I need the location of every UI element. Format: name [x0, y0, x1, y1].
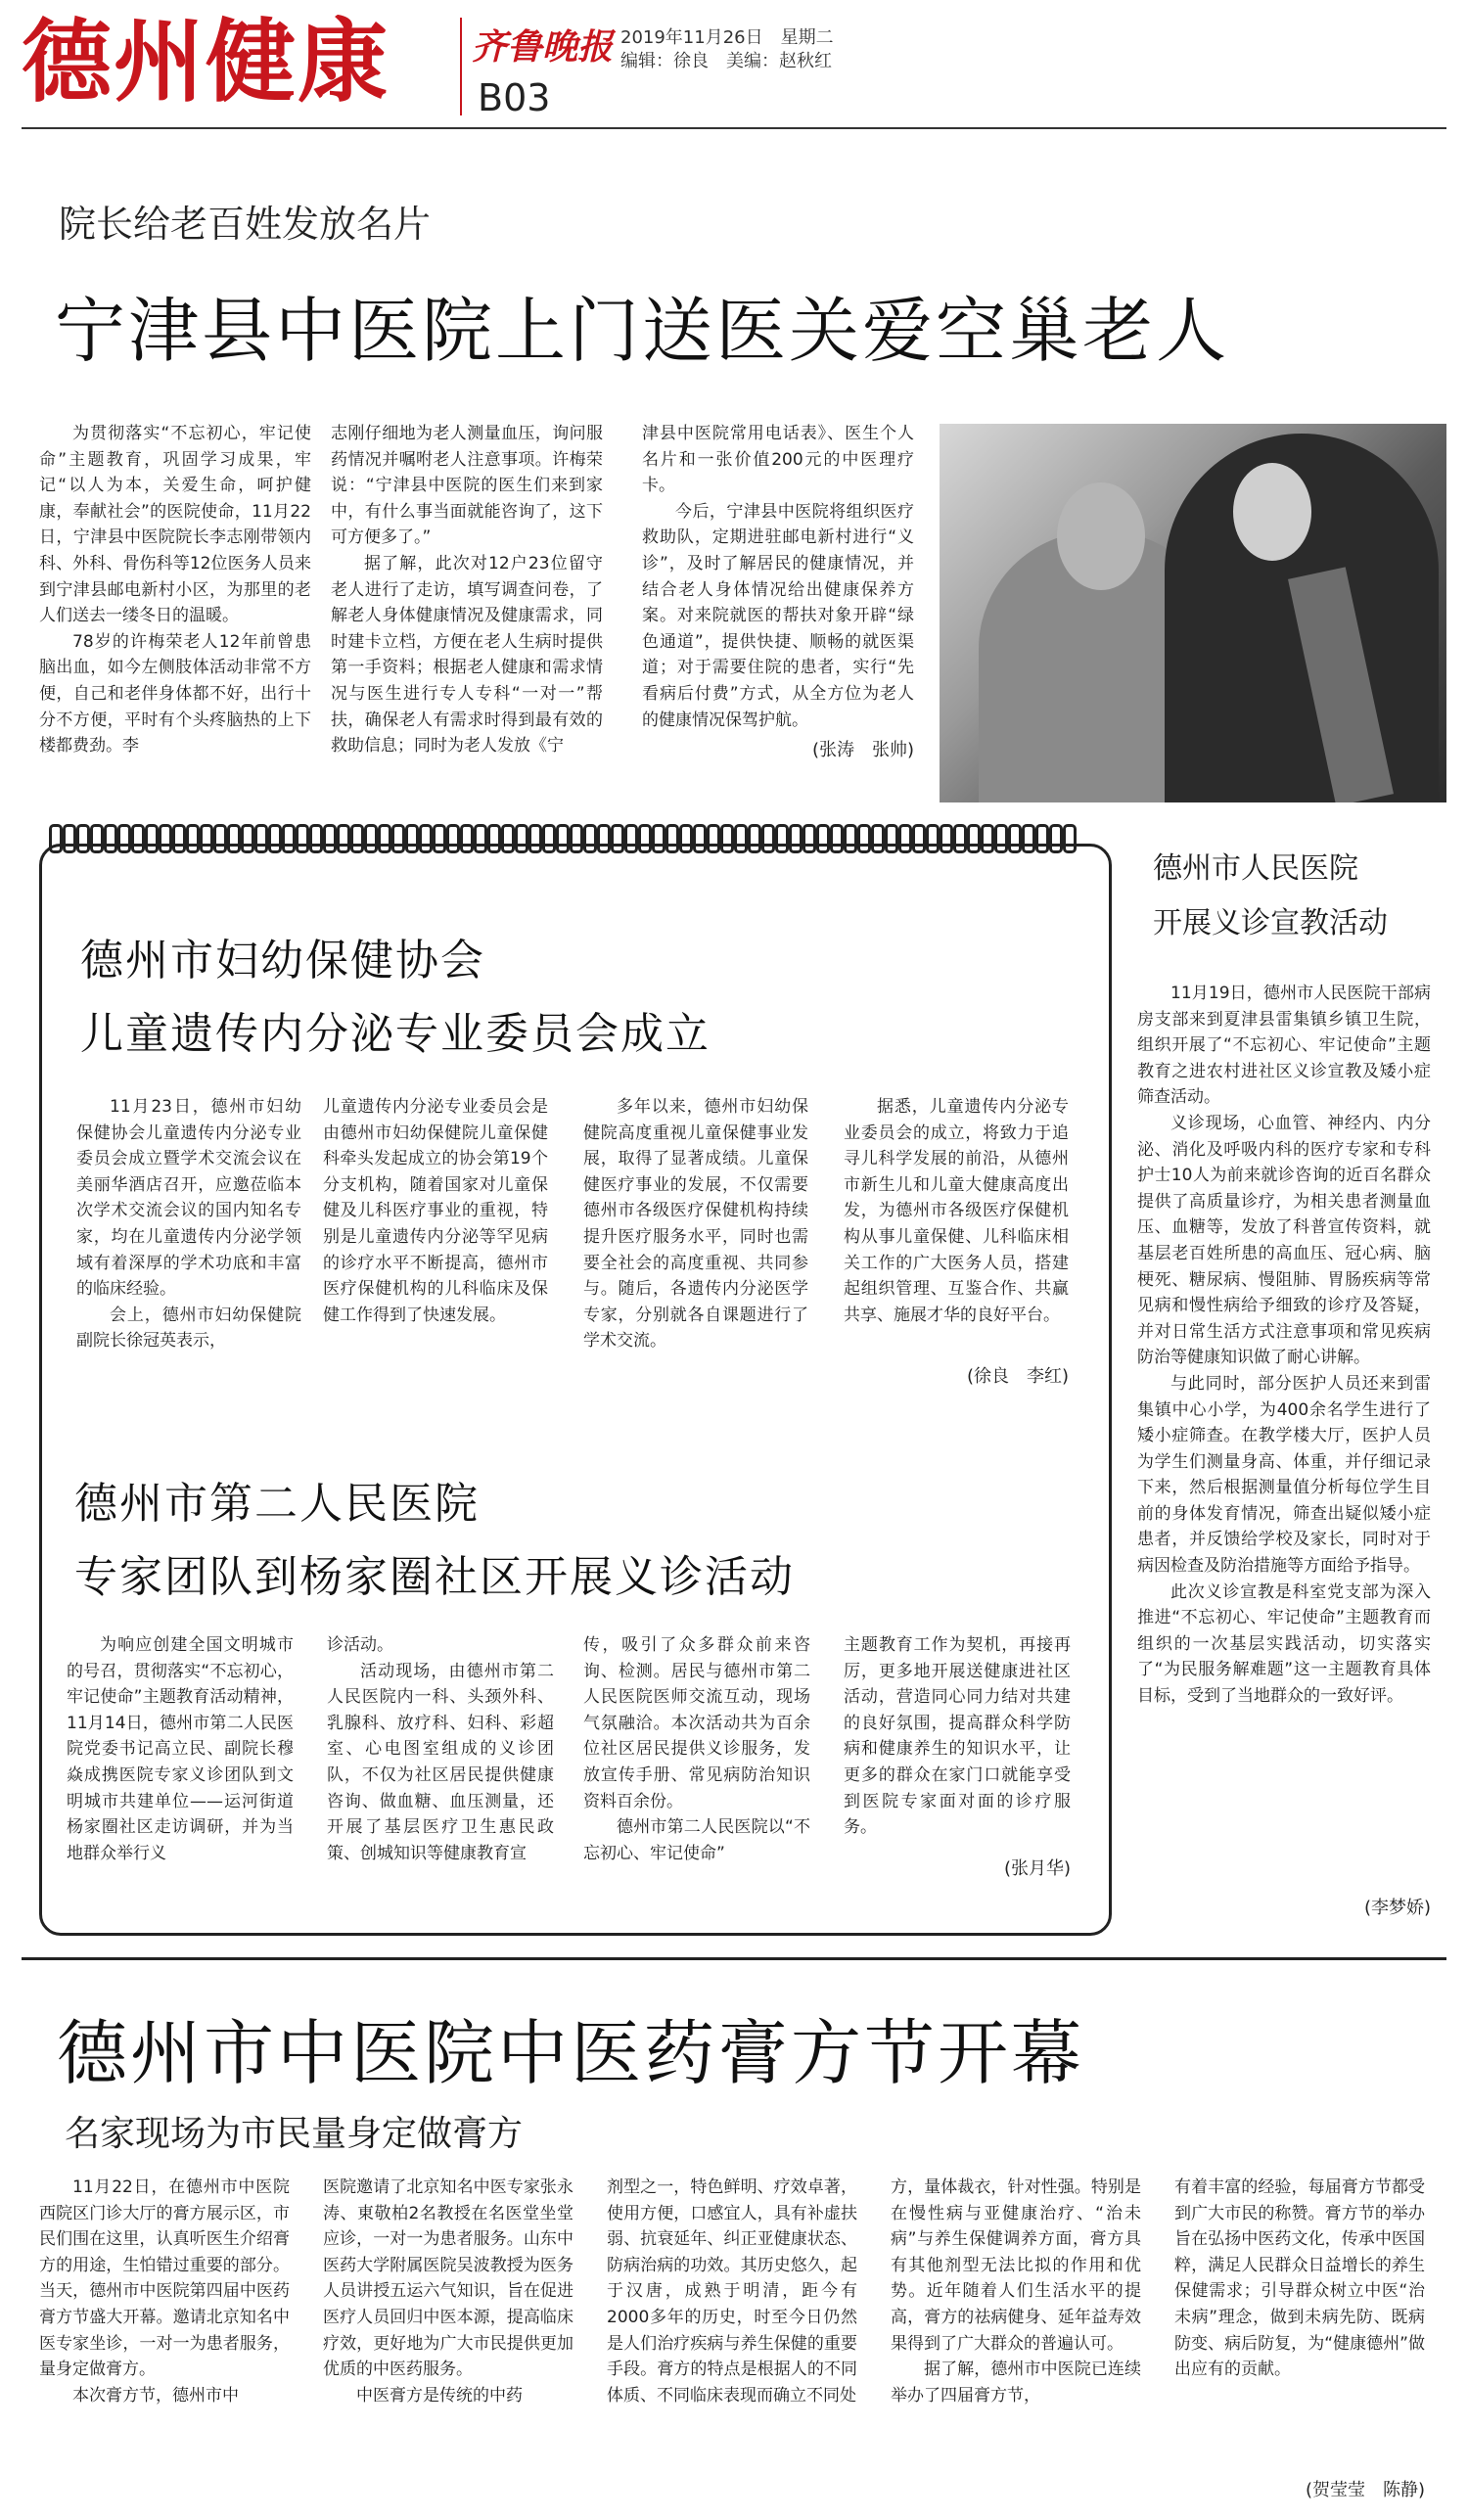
paragraph: 传，吸引了众多群众前来咨询、检测。居民与德州市第二人民医院医师交流互动，现场气氛融洽。本次活动共为百余位社区居民提供义诊服务，发放宣传手册、常见病防治知识资料百余份。 [583, 1635, 810, 1811]
paragraph: 医院邀请了北京知名中医专家张永涛、東敬柏2名教授在名医堂坐堂应诊，一对一为患者服务。山东中医药大学附属医院吴波教授为医务人员讲授五运六气知识，旨在促进医疗人员回归中医本源，提高临床疗效，更好地为广大市民提供更加优质的中医药服务。 [323, 2177, 573, 2380]
page-number: B03 [478, 76, 551, 119]
paragraph: 津县中医院常用电话表》、医生个人名片和一张价值200元的中医理疗卡。 [642, 424, 914, 496]
paragraph: 活动现场，由德州市第二人民医院内一科、头颈外科、乳腺科、放疗科、妇科、彩超室、心电图室组成的义诊团队，不仅为社区居民提供健康咨询、做血糖、血压测量，还开展了基层医疗卫生惠民政策、创城知识等健康教育宣 [327, 1661, 554, 1863]
article2-column-4 [844, 1094, 1069, 1328]
paragraph: 78岁的许梅荣老人12年前曾患脑出血，如今左侧肢体活动非常不方便，自己和老伴身体都不好，出行十分不方便，平时有个头疼脑热的上下楼都费劲。李 [39, 631, 311, 756]
paragraph: 多年以来，德州市妇幼保健院高度重视儿童保健事业发展，取得了显著成绩。儿童保健医疗事业的发展，不仅需要德州市各级医疗保健机构持续提升医疗服务水平，同时也需要全社会的高度重视、共同参与。随后，各遗传内分泌医学专家，分别就各自课题进行了学术交流。 [583, 1097, 808, 1352]
article1-title: 宁津县中医院上门送医关爱空巢老人 [55, 290, 1230, 372]
paragraph: 与此同时，部分医护人员还来到雷集镇中心小学，为400余名学生进行了矮小症筛查。在教学楼大厅，医护人员为学生们测量身高、体重，并仔细记录下来，然后根据测量值分析每位学生目前的身体发育情况，筛查出疑似矮小症患者，并反馈给学校及家长，同时对于病因检查及防治措施等方面给予指导。 [1137, 1373, 1431, 1577]
article5-column-2 [323, 2175, 573, 2408]
article2-title-line1: 德州市妇幼保健协会 [80, 936, 485, 985]
article1-column-1 [39, 421, 311, 759]
paragraph: 此次义诊宣教是科室党支部为深入推进“不忘初心、牢记使命”主题教育而组织的一次基层实践活动，切实落实了“为民服务解难题”这一主题教育具体目标，受到了当地群众的一致好评。 [1137, 1581, 1431, 1707]
article5-title: 德州市中医院中医药膏方节开幕 [57, 2012, 1085, 2094]
section-title: 德州健康 [22, 10, 390, 115]
article5-column-1 [39, 2175, 290, 2408]
paragraph: 义诊现场，心血管、神经内、内分泌、消化及呼吸内科的医疗专家和专科护士10人为前来就诊咨询的近百名群众提供了高质量诊疗，为相关患者测量血压、血糖等，发放了科普宣传资料，就基层老百姓所患的高血压、冠心病、脑梗死、糖尿病、慢阻肺、胃肠疾病等常见病和慢性病给予细致的诊疗及答疑，并对日常生活方式注意事项和常见疾病防治等健康知识做了耐心讲解。 [1137, 1113, 1431, 1368]
paragraph: 11月22日，在德州市中医院西院区门诊大厅的膏方展示区，市民们围在这里，认真听医生介绍膏方的用途，生怕错过重要的部分。当天，德州市中医院第四届中医药膏方节盛大开幕。邀请北京知名中医专家坐诊，一对一为患者服务，量身定做膏方。 [39, 2177, 290, 2380]
article1-byline: (张涛 张帅) [811, 740, 914, 760]
paragraph: 11月19日，德州市人民医院干部病房支部来到夏津县雷集镇乡镇卫生院，组织开展了“不忘初心、牢记使命”主题教育之进农村进社区义诊宣教及矮小症筛查活动。 [1137, 984, 1431, 1108]
newspaper-logo: 齐鲁晚报 [472, 26, 614, 68]
article2-column-3 [583, 1094, 808, 1354]
paragraph: 有着丰富的经验，每届膏方节都受到广大市民的称赞。膏方节的举办旨在弘扬中医药文化，传承中医国粹，满足人民群众日益增长的养生保健需求；引导群众树立中医“治未病”理念，做到未病先防、既病防变、病后防复，为“健康德州”做出应有的贡献。 [1174, 2177, 1425, 2380]
article5-column-5 [1174, 2175, 1425, 2383]
article3-column-3 [583, 1632, 810, 1866]
editors: 编辑：徐良 美编：赵秋红 [620, 51, 832, 71]
article3-byline: (张月华) [1003, 1858, 1071, 1879]
article5-column-4 [891, 2175, 1141, 2408]
paragraph: 会上，德州市妇幼保健院副院长徐冠英表示， [76, 1305, 301, 1352]
paragraph: 据了解，德州市中医院已连续举办了四届膏方节， [891, 2360, 1141, 2405]
article5-column-3 [607, 2175, 857, 2408]
article3-column-4 [844, 1632, 1071, 1841]
masthead-divider [460, 18, 462, 115]
section-rule [22, 1957, 1446, 1960]
article2-byline: (徐良 李红) [966, 1366, 1069, 1387]
article1-kicker: 院长给老百姓发放名片 [59, 203, 432, 246]
article3-column-1 [67, 1632, 294, 1866]
article4-title-line1: 德州市人民医院 [1153, 851, 1358, 886]
paragraph: 为响应创建全国文明城市的号召，贯彻落实“不忘初心，牢记使命”主题教育活动精神，11月14日，德州市第二人民医院党委书记高立民、副院长穆焱成携医院专家义诊团队到文明城市共建单位——运河街道杨家圈社区走访调研，并为当地群众举行义 [67, 1635, 294, 1863]
paragraph: 据了解，此次对12户23位留守老人进行了走访，填写调查问卷，了解老人身体健康情况及健康需求，同时建卡立档，方便在老人生病时提供第一手资料；根据老人健康和需求情况与医生进行专人专科“一对一”帮扶，确保老人有需求时得到最有效的救助信息；同时为老人发放《宁 [331, 553, 603, 756]
article5-byline: (贺莹莹 陈静) [1305, 2480, 1425, 2500]
article1-column-3 [642, 421, 914, 733]
paragraph: 方，量体裁衣，针对性强。特别是在慢性病与亚健康治疗、“治未病”与养生保健调养方面，膏方具有其他剂型无法比拟的作用和优势。近年随着人们生活水平的提高，膏方的祛病健身、延年益寿效果得到了广大群众的普遍认可。 [891, 2177, 1141, 2354]
paragraph: 据悉，儿童遗传内分泌专业委员会的成立，将致力于追寻儿科学发展的前沿，从德州市新生儿和儿童大健康高度出发，为德州市各级医疗保健机构从事儿童保健、儿科临床相关工作的广大医务人员，搭建起组织管理、互鉴合作、共赢共享、施展才华的良好平台。 [844, 1097, 1069, 1325]
paragraph: 诊活动。 [327, 1635, 393, 1655]
paragraph: 11月23日，德州市妇幼保健协会儿童遗传内分泌专业委员会成立暨学术交流会议在美丽华酒店召开，应邀莅临本次学术交流会议的国内知名专家，均在儿童遗传内分泌学领域有着深厚的学术功底和丰富的临床经验。 [76, 1097, 301, 1300]
article2-title-line2: 儿童遗传内分泌专业委员会成立 [80, 1009, 711, 1059]
article2-column-1 [76, 1094, 301, 1354]
article4-title-line2: 开展义诊宣教活动 [1153, 906, 1388, 940]
paragraph: 为贯彻落实“不忘初心，牢记使命”主题教育，巩固学习成果，牢记“以人为本，关爱生命，呵护健康，奉献社会”的医院使命，11月22日，宁津县中医院院长李志刚带领内科、外科、骨伤科等12位医务人员来到宁津县邮电新村小区，为那里的老人们送去一缕冬日的温暖。 [39, 424, 311, 626]
article4-byline: (李梦娇) [1363, 1898, 1431, 1918]
masthead-rule [22, 127, 1446, 129]
paragraph: 主题教育工作为契机，再接再厉，更多地开展送健康进社区活动，营造同心同力结对共建的良好氛围，提高群众科学防病和健康养生的知识水平，让更多的群众在家门口就能享受到医院专家面对面的诊疗服务。 [844, 1635, 1071, 1838]
article1-photo [940, 424, 1446, 802]
article3-column-2 [327, 1632, 554, 1866]
article2-column-2 [323, 1094, 548, 1328]
issue-date: 2019年11月26日 星期二 [620, 27, 834, 48]
article4-column [1137, 981, 1431, 1710]
article3-title-line1: 德州市第二人民医院 [74, 1479, 480, 1529]
article1-column-2 [331, 421, 603, 759]
paragraph: 今后，宁津县中医院将组织医疗救助队，定期进驻邮电新村进行“义诊”，及时了解居民的健康情况，并结合老人身体情况给出健康保养方案。对来院就医的帮扶对象开辟“绿色通道”，提供快捷、顺畅的就医渠道；对于需要住院的患者，实行“先看病后付费”方式，从全方位为老人的健康情况保驾护航。 [642, 501, 914, 730]
paragraph: 中医膏方是传统的中药 [356, 2385, 523, 2405]
paragraph: 德州市第二人民医院以“不忘初心、牢记使命” [583, 1817, 810, 1863]
article5-subtitle: 名家现场为市民量身定做膏方 [65, 2114, 524, 2154]
paragraph: 儿童遗传内分泌专业委员会是由德州市妇幼保健院儿童保健科牵头发起成立的协会第19个分支机构，随着国家对儿童保健及儿科医疗事业的重视，特别是儿童遗传内分泌等罕见病的诊疗水平不断提高，德州市医疗保健机构的儿科临床及保健工作得到了快速发展。 [323, 1097, 548, 1325]
paragraph: 志刚仔细地为老人测量血压，询问服药情况并嘱咐老人注意事项。许梅荣说：“宁津县中医院的医生们来到家中，有什么事当面就能咨询了，这下可方便多了。” [331, 424, 603, 548]
article3-title-line2: 专家团队到杨家圈社区开展义诊活动 [74, 1552, 795, 1602]
paragraph: 剂型之一，特色鲜明、疗效卓著，使用方便，口感宜人，具有补虚扶弱、抗衰延年、纠正亚健康状态、防病治病的功效。其历史悠久，起于汉唐，成熟于明清，距今有2000多年的历史，时至今日仍然是人们治疗疾病与养生保健的重要手段。膏方的特点是根据人的不同体质、不同临床表现而确立不同处 [607, 2177, 857, 2405]
paragraph: 本次膏方节，德州市中 [72, 2385, 239, 2405]
